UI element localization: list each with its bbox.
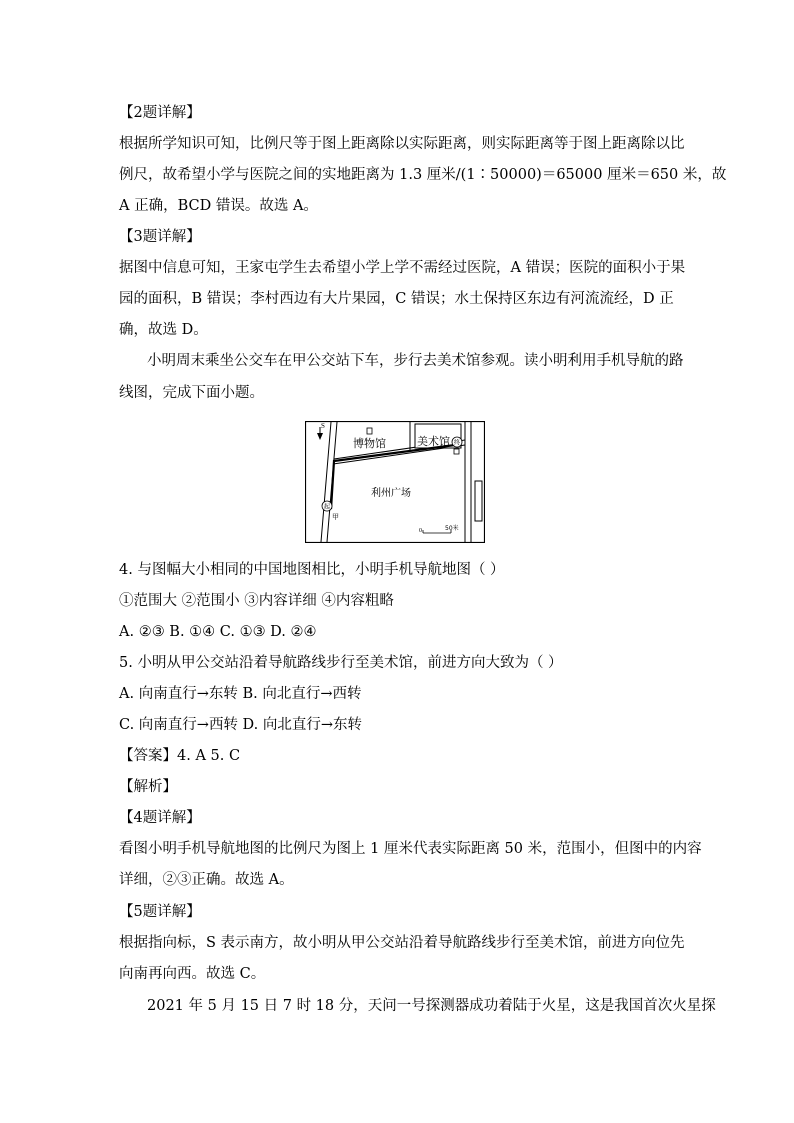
navigation-map — [305, 421, 485, 543]
terminal-label: 终 — [454, 439, 461, 447]
q5-stem: 5. 小明从甲公交站沿着导航路线步行至美术馆，前进方向大致为（ ） — [119, 655, 563, 671]
q5-analysis-line-1: 根据指向标，S 表示南方，故小明从甲公交站沿着导航路线步行至美术馆，前进方向位先 — [119, 935, 685, 951]
museum-label: 博物馆 — [353, 437, 386, 450]
q4-analysis-heading: 【4题详解】 — [119, 810, 201, 826]
q2-text-line-1: 根据所学知识可知，比例尺等于图上距离除以实际距离，则实际距离等于图上距离除以比 — [119, 136, 685, 152]
start-label: 起 — [324, 503, 331, 511]
q3-heading: 【3题详解】 — [119, 229, 201, 245]
analysis-heading: 【解析】 — [119, 779, 177, 795]
q4-analysis-line-2: 详细，②③正确。故选 A。 — [119, 872, 294, 888]
q5-analysis-line-2: 向南再向西。故选 C。 — [119, 966, 266, 982]
square-label: 利州广场 — [371, 488, 411, 499]
q5-analysis-heading: 【5题详解】 — [119, 904, 201, 920]
intro-line-1: 小明周末乘坐公交车在甲公交站下车，步行去美术馆参观。读小明利用手机导航的路 — [147, 353, 684, 369]
q5-options-ab: A. 向南直行→东转 B. 向北直行→西转 — [119, 686, 362, 702]
q3-text-line-2: 园的面积，B 错误；李村西边有大片果园，C 错误；水土保持区东边有河流流经，D 正 — [119, 291, 674, 307]
q4-options: A. ②③ B. ①④ C. ①③ D. ②④ — [119, 624, 317, 640]
station-label: 甲 — [332, 513, 339, 521]
art-museum-label: 美术馆 — [417, 435, 450, 448]
q2-text-line-2: 例尺，故希望小学与医院之间的实地距离为 1.3 厘米/(1∶50000)＝65000 厘米＝650 米，故 — [119, 167, 727, 183]
q2-text-line-3: A 正确，BCD 错误。故选 A。 — [119, 198, 318, 214]
intro-line-2: 线图，完成下面小题。 — [119, 385, 264, 401]
next-intro-line: 2021 年 5 月 15 日 7 时 18 分，天问一号探测器成功着陆于火星，这是我国首次火星探 — [147, 998, 716, 1014]
scale-zero: 0 — [419, 528, 422, 534]
q2-heading: 【2题详解】 — [119, 105, 201, 121]
q3-text-line-3: 确，故选 D。 — [119, 322, 208, 338]
answer-line: 【答案】4. A 5. C — [119, 748, 241, 764]
q4-analysis-line-1: 看图小明手机导航地图的比例尺为图上 1 厘米代表实际距离 50 米，范围小，但图中的内容 — [119, 841, 702, 857]
q4-stem: 4. 与图幅大小相同的中国地图相比，小明手机导航地图（ ） — [119, 562, 505, 578]
q3-text-line-1: 据图中信息可知，王家屯学生去希望小学上学不需经过医院，A 错误；医院的面积小于果 — [119, 260, 686, 276]
q4-items: ①范围大 ②范围小 ③内容详细 ④内容粗略 — [119, 593, 394, 609]
scale-label: 50米 — [445, 525, 459, 532]
q5-options-cd: C. 向南直行→西转 D. 向北直行→东转 — [119, 717, 363, 733]
compass-label: S — [321, 422, 325, 430]
